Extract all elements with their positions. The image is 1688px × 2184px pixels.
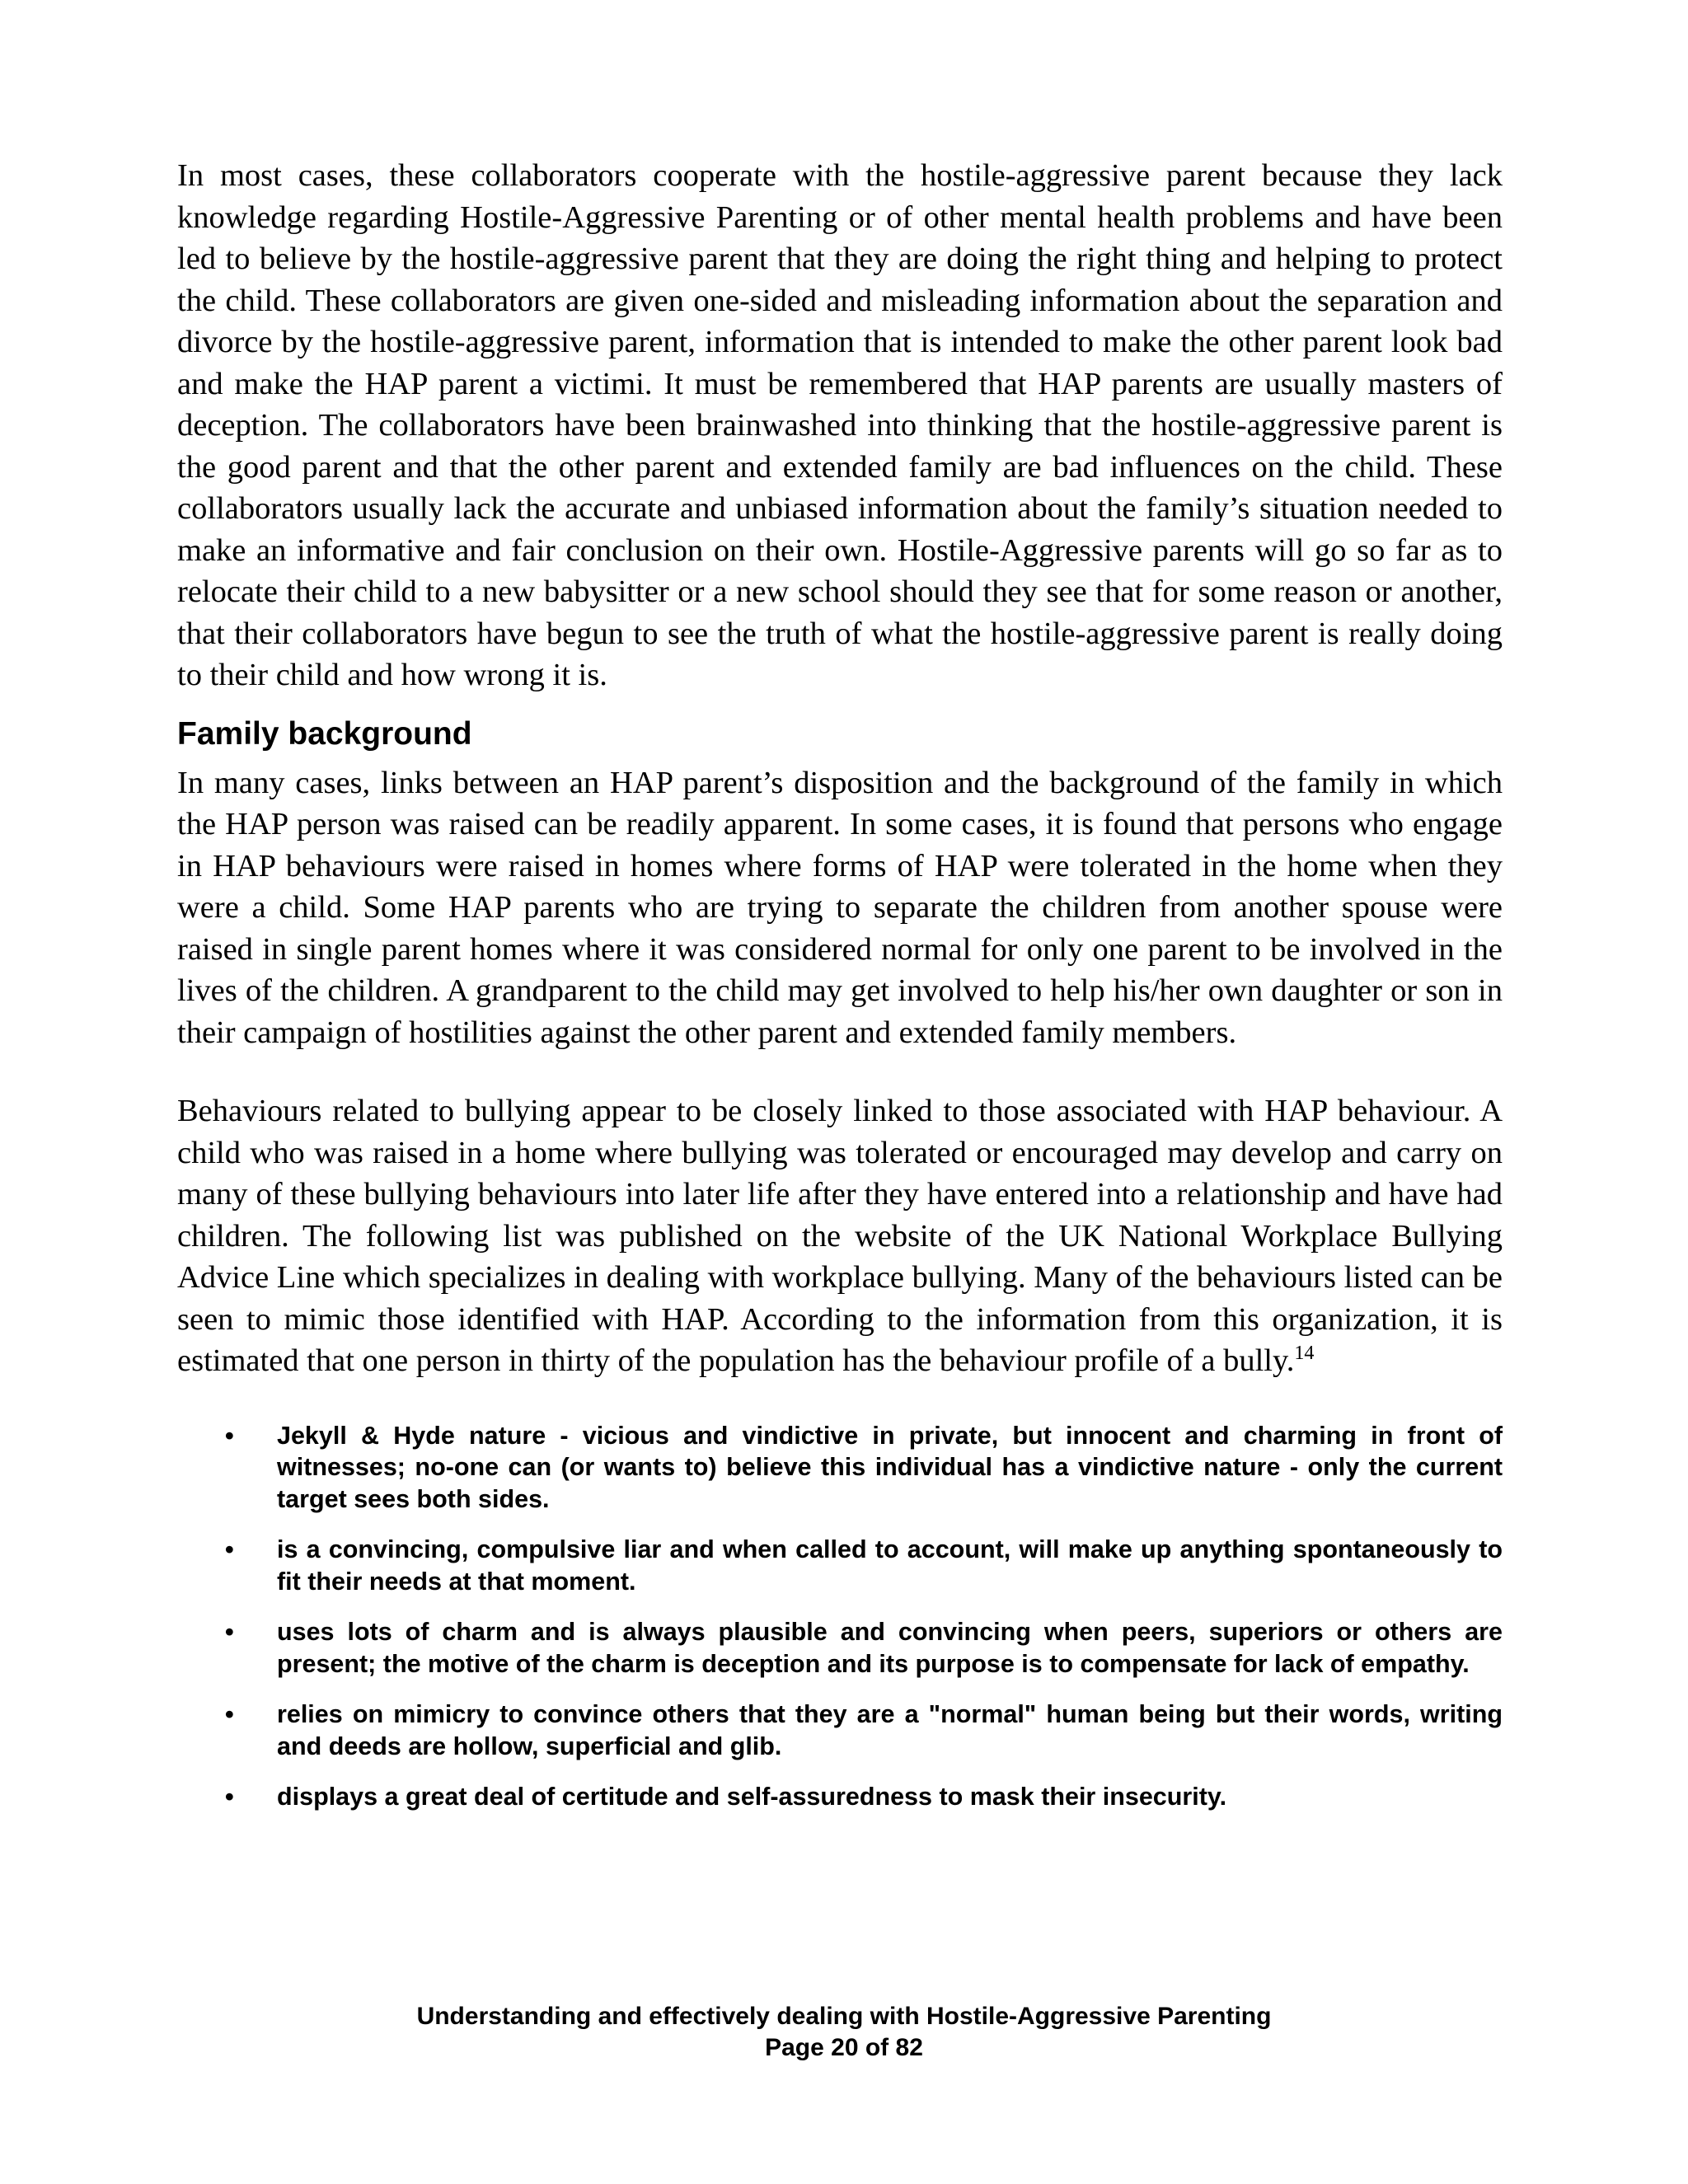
- bullet-icon: •: [225, 1783, 234, 1811]
- list-item-text: Jekyll & Hyde nature - vicious and vindictive in private, but innocent and charming in front of witnesses; no-one can (or wants to) believe this individual has a vindictive nature - only the current target sees both sides.: [277, 1421, 1503, 1513]
- footnote-reference: 14: [1294, 1343, 1315, 1365]
- document-body: [177, 155, 1503, 1832]
- list-item: [177, 1699, 1503, 1762]
- footer-title: Understanding and effectively dealing with Hostile-Aggressive Parenting: [416, 2003, 1272, 2030]
- bullet-icon: •: [225, 1421, 234, 1450]
- list-item-text: uses lots of charm and is always plausible and convincing when peers, superiors or others are present; the motive of the charm is deception and its purpose is to compensate for lack of empathy.: [277, 1618, 1503, 1678]
- bullying-paragraph: [177, 1090, 1503, 1382]
- bullet-icon: •: [225, 1535, 234, 1563]
- list-item: [177, 1534, 1503, 1597]
- list-item: [177, 1781, 1503, 1813]
- family-background-paragraph: In many cases, links between an HAP parent’s disposition and the background of the family in which the HAP person was raised can be readily apparent. In some cases, it is found that persons who engage in HAP behaviours were raised in homes where forms of HAP were tolerated in the home when they were a child. Some HAP parents who are trying to separate the children from another spouse were raised in single parent homes where it was considered normal for only one parent to be involved in the lives of the children. A grandparent to the child may get involved to help his/her own daughter or son in their campaign of hostilities against the other parent and extended family members.: [177, 765, 1503, 1050]
- section-heading-family-background: Family background: [177, 715, 472, 752]
- bullet-icon: •: [225, 1700, 234, 1728]
- bullying-paragraph-text: Behaviours related to bullying appear to be closely linked to those associated with HAP behaviour. A child who was raised in a home where bullying was tolerated or encouraged may develop and carry on many of these bullying behaviours into later life after they have entered into a relationship and have had children. The following list was published on the website of the UK National Workplace Bullying Advice Line which specializes in dealing with workplace bullying. Many of the behaviours listed can be seen to mimic those identified with HAP. According to the information from this organization, it is estimated that one person in thirty of the population has the behaviour profile of a bully.: [177, 1094, 1503, 1378]
- list-item-text: displays a great deal of certitude and self-assuredness to mask their insecurity.: [277, 1783, 1227, 1811]
- list-item-text: is a convincing, compulsive liar and when called to account, will make up anything spontaneously to fit their needs at that moment.: [277, 1535, 1503, 1596]
- collaborators-paragraph: In most cases, these collaborators cooperate with the hostile-aggressive parent because they lack knowledge regarding Hostile-Aggressive Parenting or of other mental health problems and have been led to believe by the hostile-aggressive parent that they are doing the right thing and helping to protect the child. These collaborators are given one-sided and misleading information about the separation and divorce by the hostile-aggressive parent, information that is intended to make the other parent look bad and make the HAP parent a victimi. It must be remembered that HAP parents are usually masters of deception. The collaborators have been brainwashed into thinking that the hostile-aggressive parent is the good parent and that the other parent and extended family are bad influences on the child. These collaborators usually lack the accurate and unbiased information about the family’s situation needed to make an informative and fair conclusion on their own. Hostile-Aggressive parents will go so far as to relocate their child to a new babysitter or a new school should they see that for some reason or another, that their collaborators have begun to see the truth of what the hostile-aggressive parent is really doing to their child and how wrong it is.: [177, 158, 1503, 692]
- list-item: [177, 1420, 1503, 1516]
- bully-traits-list: [177, 1420, 1503, 1813]
- bullet-icon: •: [225, 1618, 234, 1646]
- list-item: [177, 1616, 1503, 1680]
- list-item-text: relies on mimicry to convince others that they are a "normal" human being but their words, writing and deeds are hollow, superficial and glib.: [277, 1700, 1503, 1760]
- page-footer: [0, 2001, 1688, 2064]
- page-number: Page 20 of 82: [765, 2034, 923, 2061]
